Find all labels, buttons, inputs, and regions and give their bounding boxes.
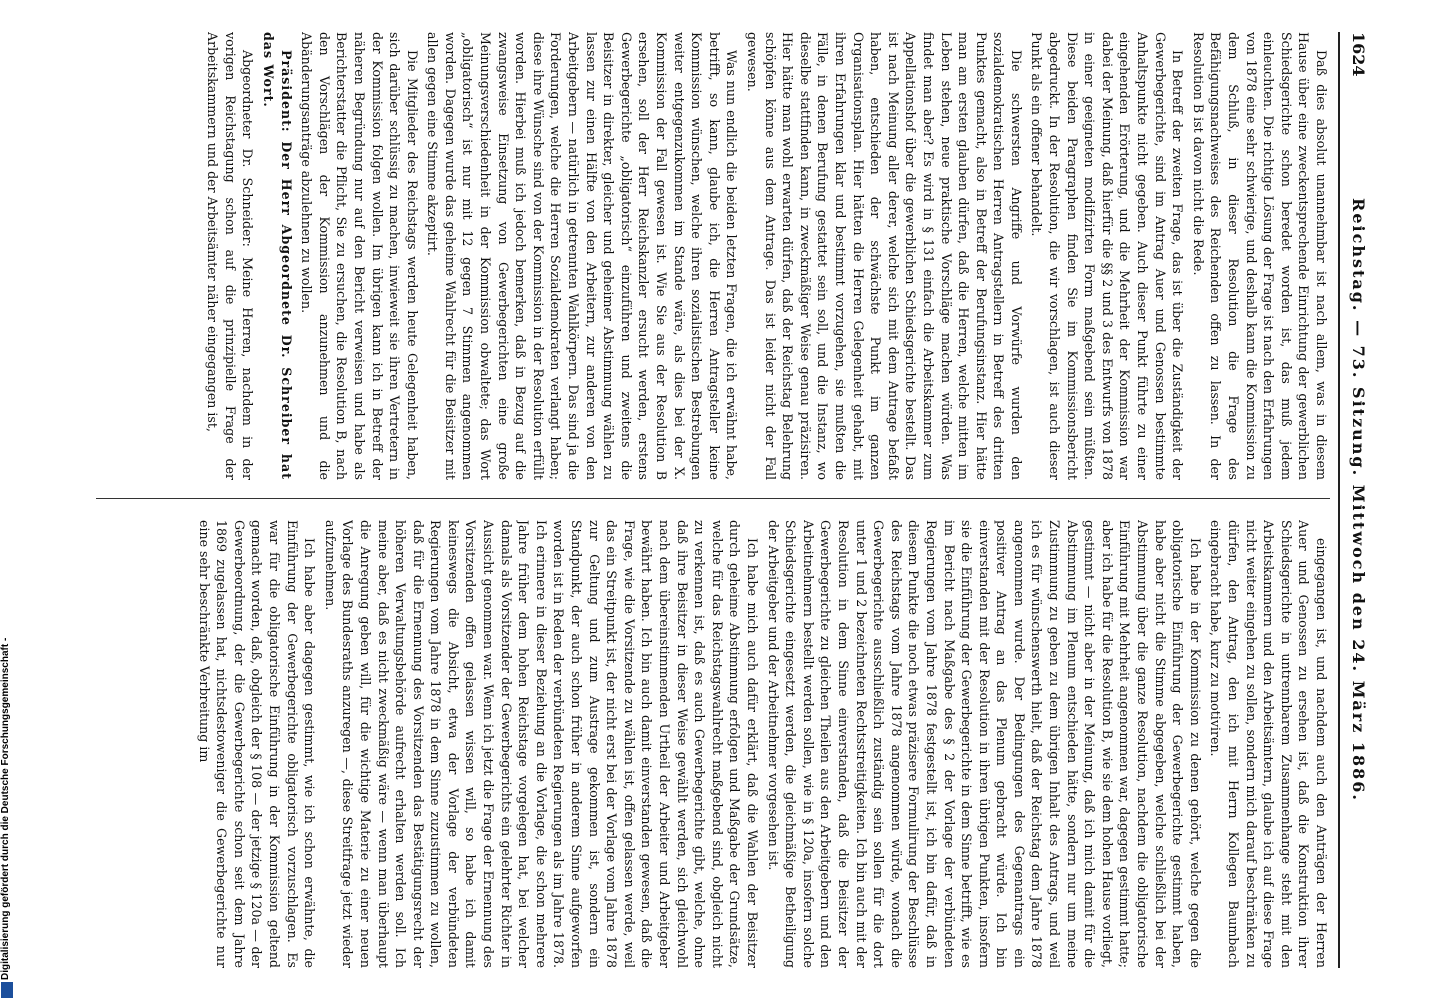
funding-note-text: Digitalisierung gefördert durch die Deutsche Forschungsgemeinschaft - (0, 637, 11, 980)
text-column-left (96, 32, 1330, 480)
paragraph: Ich habe aber dagegen gestimmt, wie ich schon erwähnte, die Einführung der Gewerbegerichte obligatorisch vorzuschlagen. Es war für die obligatorische Einführung in der Kommission geltend gemacht worden, daß, obgleich der § 108 — der jetzige § 120a — der Gewerbeordnung, der die Gewerbegerichte schon seit dem Jahre 1869 zugelassen hat, nichtsdestoweniger die Gewerbegerichte nur eine sehr beschränkte Verbreitung im (196, 520, 318, 968)
header-rule (1338, 32, 1340, 968)
funding-sidebar (0, 0, 14, 1000)
paragraph: Die Mitglieder des Reichstags werden heute Gelegenheit haben, sich darüber schlüssig zu machen, inwieweit sie ihren Vertretern in der Kommission folgen wollen. Im übrigen kann ich in Betreff der näheren Begründung nur auf den Bericht verweisen und habe als Berichterstatter die Pflicht, Sie zu ersuchen, die Resolution B, nach den Vorschlägen der Kommission anzunehmen und die Abänderungsanträge abzulehnen zu wollen. (299, 32, 420, 480)
paragraph: Die schwersten Angriffe und Vorwürfe wurden den sozialdemokratischen Herren Antragstellern in Betreff des dritten Punktes gemacht, also in Betreff der Berufungsinstanz. Hier hätte man am ersten glauben dürfen, daß die Herren, welche mitten im Leben stehen, neue praktische Vorschläge machen würden. Was findet man aber? Es wird in § 131 einfach die Arbeitskammer zum Appellationshof über die gewerblichen Schiedsgerichte bestellt. Das ist nach Meinung aller derer, welche sich mit dem Antrage befaßt haben, entschieden der schwächste Punkt im ganzen Organisationsplan. Hier hätten die Herren Gelegenheit gehabt, mit ihren Erfahrungen klar und bestimmt vorzugehen, sie mußten die Fälle, in denen Berufung gestattet sein soll, und die Instanz, wo dieselbe stattfinden kann, in zweckmäßiger Weise genau präzisiren. Hier hätte man wohl erwarten dürfen, daß der Reichstag Belehrung schöpfen könne aus dem Antrage. Das ist leider nicht der Fall gewesen. (745, 32, 1024, 480)
page-header (1342, 32, 1368, 968)
scanned-page (56, 20, 1376, 980)
dfg-logo-icon (1, 982, 13, 998)
paragraph: eingegangen ist, und nachdem auch den Anträgen der Herren Auer und Genossen zu ersehen ist, daß die Konstruktion ihrer Schiedsgerichte in untrennbarem Zusammenhange steht mit den Arbeitskammern und den Arbeitsämtern, glaube ich auf diese Frage nicht weiter eingehen zu sollen, sondern mich darauf beschränken zu dürfen, den Antrag, den ich mit Herrn Kollegen Baumbach eingebracht habe, kurz zu motiviren. (1208, 520, 1329, 968)
page-number: 1624 (1349, 32, 1368, 77)
paragraph: In Betreff der zweiten Frage, das ist über die Zuständigkeit der Gewerbegerichte, sind im Antrag Auer und Genossen bestimmte Anhaltspunkte nicht gegeben. Auch dieser Punkt führte zu einer eingehenden Erörterung, und die Mehrheit der Kommission war dabei der Meinung, daß hierfür die §§ 2 und 3 des Entwurfs von 1878 in einer geeigneten modifizirten Form maßgebend sein müßten. Diese beiden Paragraphen finden Sie im Kommissionsbericht abgedruckt. In der Resolution, die wir vorschlagen, ist auch dieser Punkt als ein offener behandelt. (1029, 32, 1186, 480)
paragraph: Ich habe in der Kommission zu denen gehört, welche gegen die obligatorische Einführung der Gewerbegerichte gestimmt haben, habe aber nicht die Stimme abgegeben, welche schließlich bei der Abstimmung über die ganze Resolution, nachdem die obligatorische Einführung mit Mehrheit angenommen war, dagegen gestimmt hatte; aber ich habe für die Resolution B, wie sie dem hohen Hause vorliegt, gestimmt — nicht aber in der Meinung, daß ich mich damit für die Abstimmung im Plenum entschieden hätte, sondern nur um meine Zustimmung zu geben zu dem übrigen Inhalt des Antrags, und weil ich es für wünschenswerth hielt, daß der Reichstag dem Jahre 1878 angenommen wurde. Der Bedingungen des Gegenantrags ein positiver Antrag an das Plenum gebracht würde. Ich bin einverstanden mit der Resolution in ihren übrigen Punkten, insofern sie die Einführung der Gewerbegerichte in dem Sinne betrifft, wie es im Bericht nach Maßgabe des § 2 der Vorlage der verbündeten Regierungen vom Jahre 1878 festgestellt ist, ich bin dafür, daß in diesem Punkte die noch etwas präzisere Formulirung der Beschlüsse des Reichstags vom Jahre 1878 angenommen würde, wonach die Gewerbegerichte ausschließlich zuständig sein sollen für die dort unter 1 und 2 bezeichneten Rechtsstreitigkeiten. Ich bin auch mit der Resolution in dem Sinne einverstanden, daß die Beisitzer der Gewerbegerichte zu gleichen Theilen aus den Arbeitgebern und den Arbeitnehmern bestellt werden sollen, wie in § 120a, insofern solche Schiedsgerichte eingesetzt werden, die gleichmäßige Betheiligung der Arbeitgeber und der Arbeitnehmer vorgesehen ist. (765, 520, 1203, 968)
page-title: Reichstag. — 73. Sitzung. Mittwoch den 24. März 1886. (1349, 198, 1368, 802)
paragraph: Abgeordneter Dr. Schneider: Meine Herren, nachdem in der vorigen Reichstagung schon auf die prinzipielle Frage der Arbeitskammern und der Arbeitsämter näher eingegangen ist, (205, 32, 256, 480)
paragraph: Daß dies absolut unannehmbar ist nach allem, was in diesem Hause über eine zweckentsprechende Einrichtung der gewerblichen Schiedsgerichte schon beredet worden ist, das muß jedem einleuchten. Die richtige Lösung der Frage ist nach den Erfahrungen von 1878 eine sehr schwierige, und deshalb kann die Kommission zu dem Schluß, in dieser Resolution die Frage des Befähigungsnachweises des Reichenden offen zu lassen. In der Resolution B ist davon nicht die Rede. (1190, 32, 1329, 480)
text-column-right (96, 520, 1330, 968)
funding-note (0, 560, 14, 980)
paragraph: Ich habe mich auch dafür erklärt, daß die Wahlen der Beisitzer durch geheime Abstimmung erfolgen und Maßgabe der Grundsätze, welche für das Reichstagswahlrecht maßgebend sind, obgleich nicht zu verkennen ist, daß es auch Gewerbegerichte gibt, welche, ohne daß ihre Beisitzer in dieser Weise gewählt werden, sich gleichwohl nach dem übereinstimmenden Urtheil der Arbeiter und Arbeitgeber bewährt haben. Ich bin auch damit einverstanden gewesen, daß die Frage, wie die Vorsitzende zu wählen ist, offen gelassen werde, weil das ein Streitpunkt ist, der nicht erst bei der Vorlage vom Jahre 1878 zur Geltung und zum Austrage gekommen ist, sondern ein Standpunkt, der auch schon früher in anderem Sinne aufgeworfen worden ist in Reden der verbündeten Regierungen als im Jahre 1878. Ich erinnere in dieser Beziehung an die Vorlage, die schon mehrere Jahre früher dem hohen Reichstage vorgelegen hat, bei welcher damals als Vorsitzender der Gewerbegerichts ein gelehrter Richter in Aussicht genommen war. Wenn ich jetzt die Frage der Ernennung des Vorsitzenden offen gelassen wissen will, so habe ich damit keineswegs die Absicht, etwa der Vorlage der verbündeten Regierungen vom Jahre 1878 in dem Sinne zuzustimmen zu wollen, daß für die Ernennung des Vorsitzenden das Bestätigungsrecht der höheren Verwaltungsbehörde aufrecht erhalten werden soll. Ich meine aber, daß es nicht zweckmäßig wäre — wenn man überhaupt die Anregung geben will, für die wichtige Materie zu einer neuen Vorlage des Bundesraths anzuregen —, diese Streitfrage jetzt wieder aufzunehmen. (322, 520, 760, 968)
speaker-paragraph: Präsident: Der Herr Abgeordnete Dr. Schreiber hat das Wort. (260, 32, 294, 480)
column-divider (96, 498, 1330, 499)
paragraph: Was nun endlich die beiden letzten Fragen, die ich erwähnt habe, betrifft, so kann, glaube ich, die Herren Antragsteller keine Kommission wünschen, welche ihren sozialistischen Bestrebungen weiter entgegenzukommen im Stande wäre, als dies bei der X. Kommission der Fall gewesen ist. Wie Sie aus der Resolution B ersehen, soll der Herr Reichskanzler ersucht werden, erstens Gewerbegerichte „obligatorisch“ einzuführen und zweitens die Beisitzer in direkter, gleicher und geheimer Abstimmung wählen zu lassen zur einen Hälfte von den Arbeitern, zur anderen von den Arbeitgebern — natürlich in getrennten Wahlkörpern. Das sind ja die Forderungen, welche die Herren Sozialdemokraten verlangt haben; diese ihre Wünsche sind von der Kommission in der Resolution erfüllt worden. Hierbei muß ich jedoch bemerken, daß in Bezug auf die zwangsweise Einsetzung von Gewerbegerichten eine große Meinungsverschiedenheit in der Kommission obwaltete; das Wort „obligatorisch“ ist nur mit 12 gegen 7 Stimmen angenommen worden. Dagegen wurde das geheime Wahlrecht für die Beisitzer mit allen gegen eine Stimme akzeptirt. (425, 32, 740, 480)
